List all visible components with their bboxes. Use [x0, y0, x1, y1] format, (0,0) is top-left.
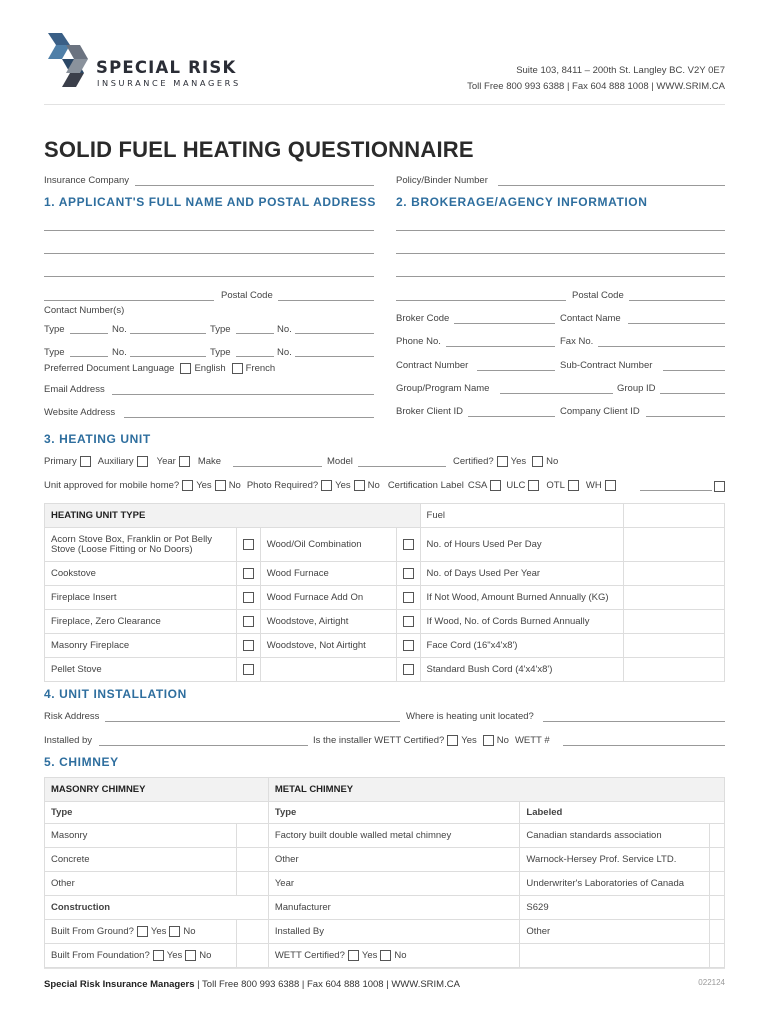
brokerage-postal-field[interactable]: [629, 300, 725, 301]
heating-unit-table: [44, 503, 725, 682]
empty-cell: [520, 944, 710, 968]
unit-checkbox-cell: [236, 658, 260, 682]
masonry-value-cell[interactable]: [236, 872, 268, 896]
where-located-label: Where is heating unit located?: [406, 711, 534, 722]
fuel-label-cell: If Not Wood, Amount Burned Annually (KG): [420, 586, 624, 610]
section1-heading: 1. APPLICANT'S FULL NAME AND POSTAL ADDRESS: [44, 195, 377, 209]
logo-mark-icon: [44, 31, 96, 89]
no4-field[interactable]: [295, 356, 374, 357]
ulc-label: ULC: [506, 480, 526, 491]
built-ground-value-cell: [236, 920, 268, 944]
brokerage-city-field[interactable]: [396, 300, 566, 301]
unit2-checkbox-cell: [396, 528, 420, 562]
built-foundation-value-cell: [236, 944, 268, 968]
insurance-company-field[interactable]: [135, 185, 374, 186]
type2-field[interactable]: [236, 333, 274, 334]
wett-row: [313, 735, 550, 746]
wett-yes-checkbox[interactable]: [447, 735, 458, 746]
label-value-cell[interactable]: [709, 848, 724, 872]
built-foundation-yes-label: Yes: [166, 950, 183, 961]
applicant-line1[interactable]: [44, 230, 374, 231]
fuel-header: Fuel: [420, 504, 624, 528]
unit-type2-cell: Wood/Oil Combination: [260, 528, 396, 562]
masonry-value-cell[interactable]: [236, 824, 268, 848]
type4-label: Type: [210, 347, 231, 358]
other-cert-field[interactable]: [640, 490, 712, 491]
unit-type-cell: Fireplace, Zero Clearance: [45, 610, 237, 634]
photo-yes-label: Yes: [335, 480, 351, 491]
applicant-line2[interactable]: [44, 253, 374, 254]
year-label: Year: [156, 456, 176, 467]
built-foundation-no-checkbox[interactable]: [185, 950, 196, 961]
unit-type2-cell: Woodstove, Airtight: [260, 610, 396, 634]
french-label: French: [245, 363, 276, 374]
photo-yes-checkbox[interactable]: [321, 480, 332, 491]
unit-checkbox[interactable]: [243, 539, 254, 550]
wett-number-field[interactable]: [563, 745, 725, 746]
fuel-label-cell: No. of Hours Used Per Day: [420, 528, 624, 562]
unit2-checkbox[interactable]: [403, 664, 414, 675]
photo-no-label: No: [367, 480, 380, 491]
unit2-checkbox[interactable]: [403, 539, 414, 550]
policy-binder-field[interactable]: [498, 185, 725, 186]
email-label: Email Address: [44, 384, 105, 395]
heating-table-header: [45, 504, 725, 528]
group-id-label: Group ID: [617, 383, 656, 394]
contact-name-label: Contact Name: [560, 313, 621, 324]
unit-checkbox[interactable]: [243, 616, 254, 627]
chimney-wett-yes-checkbox[interactable]: [348, 950, 359, 961]
unit2-checkbox-cell: [396, 658, 420, 682]
heating-unit-row2: [44, 480, 619, 491]
unit-type-cell: Acorn Stove Box, Franklin or Pot Belly Stove (Loose Fitting or No Doors): [45, 528, 237, 562]
built-foundation-label: Built From Foundation?: [51, 950, 150, 961]
built-ground-label: Built From Ground?: [51, 926, 134, 937]
broker-client-id-label: Broker Client ID: [396, 406, 464, 417]
unit-type-cell: Masonry Fireplace: [45, 634, 237, 658]
english-checkbox[interactable]: [180, 363, 191, 374]
masonry-cell: Masonry: [45, 824, 237, 848]
built-foundation-cell: [45, 944, 237, 968]
mobile-no-label: No: [228, 480, 241, 491]
metal-cell: Year: [268, 872, 520, 896]
applicant-postal-field[interactable]: [278, 300, 374, 301]
contract-number-field[interactable]: [477, 370, 555, 371]
footer-contact: | Toll Free 800 993 6388 | Fax 604 888 1008 | WWW.SRIM.CA: [194, 979, 460, 990]
no2-field[interactable]: [295, 333, 374, 334]
fax-field[interactable]: [598, 346, 725, 347]
french-checkbox[interactable]: [232, 363, 243, 374]
cert-label-label: Certification Label: [387, 480, 464, 491]
other-cell: Other: [520, 920, 710, 944]
chimney-wett-yes-label: Yes: [361, 950, 378, 961]
table-row: [45, 610, 725, 634]
no1-label: No.: [112, 324, 127, 335]
model-label: Model: [327, 456, 353, 467]
group-id-field[interactable]: [660, 393, 725, 394]
chimney-wett-no-checkbox[interactable]: [380, 950, 391, 961]
type1-field[interactable]: [70, 333, 108, 334]
construction-label: Construction: [45, 896, 269, 920]
applicant-line3[interactable]: [44, 276, 374, 277]
section5-heading: 5. CHIMNEY: [44, 755, 119, 769]
website-label: Website Address: [44, 407, 116, 418]
masonry-cell: Concrete: [45, 848, 237, 872]
wett-no-checkbox[interactable]: [483, 735, 494, 746]
year-checkbox[interactable]: [179, 456, 190, 467]
unit2-checkbox-cell: [396, 634, 420, 658]
table-row: [45, 896, 725, 920]
phone-field[interactable]: [446, 346, 555, 347]
unit-type-cell: Fireplace Insert: [45, 586, 237, 610]
form-code: 022124: [698, 978, 725, 987]
unit-checkbox-cell: [236, 610, 260, 634]
labeled-label: Labeled: [520, 802, 725, 824]
unit-checkbox[interactable]: [243, 592, 254, 603]
make-label: Make: [197, 456, 222, 467]
footer-company: Special Risk Insurance Managers: [44, 979, 195, 990]
unit2-checkbox[interactable]: [403, 616, 414, 627]
table-row: [45, 658, 725, 682]
manufacturer-cell: Manufacturer: [268, 896, 520, 920]
footer-text: [44, 979, 460, 990]
unit-checkbox-cell: [236, 562, 260, 586]
risk-address-field[interactable]: [105, 721, 400, 722]
fuel-label-cell: Face Cord (16"x4'x8'): [420, 634, 624, 658]
heating-unit-type-header: HEATING UNIT TYPE: [45, 504, 421, 528]
table-row: [45, 824, 725, 848]
section3-heading: 3. HEATING UNIT: [44, 432, 151, 446]
brokerage-line1[interactable]: [396, 230, 725, 231]
section2-heading: 2. BROKERAGE/AGENCY INFORMATION: [396, 195, 648, 209]
s629-cell: S629: [520, 896, 710, 920]
auxiliary-checkbox[interactable]: [137, 456, 148, 467]
page-title: SOLID FUEL HEATING QUESTIONNAIRE: [44, 137, 474, 162]
fuel-label-cell: If Wood, No. of Cords Burned Annually: [420, 610, 624, 634]
email-field[interactable]: [112, 394, 374, 395]
contact-name-field[interactable]: [628, 323, 725, 324]
chimney-wett-label: WETT Certified?: [274, 950, 345, 961]
built-ground-no-checkbox[interactable]: [169, 926, 180, 937]
type2-label: Type: [210, 324, 231, 335]
empty-value-cell: [709, 944, 724, 968]
unit2-checkbox[interactable]: [403, 592, 414, 603]
no3-label: No.: [112, 347, 127, 358]
fuel-value-cell[interactable]: [624, 658, 725, 682]
csa-label: CSA: [467, 480, 488, 491]
masonry-value-cell[interactable]: [236, 848, 268, 872]
no4-label: No.: [277, 347, 292, 358]
wett-certified-label: Is the installer WETT Certified?: [313, 735, 445, 746]
certified-row: [453, 456, 558, 467]
chimney-table-header: [45, 778, 725, 802]
fuel-value-cell[interactable]: [624, 562, 725, 586]
s629-value-cell[interactable]: [709, 896, 724, 920]
built-foundation-no-label: No: [199, 950, 212, 961]
unit-type-cell: Pellet Stove: [45, 658, 237, 682]
preferred-language-row: [44, 363, 275, 374]
label-cell: Underwriter's Laboratories of Canada: [520, 872, 710, 896]
unit2-checkbox[interactable]: [403, 568, 414, 579]
group-program-label: Group/Program Name: [396, 383, 490, 394]
wh-checkbox[interactable]: [605, 480, 616, 491]
photo-no-checkbox[interactable]: [354, 480, 365, 491]
table-row: [45, 848, 725, 872]
company-client-id-field[interactable]: [646, 416, 725, 417]
address-line1: Suite 103, 8411 – 200th St. Langley BC. V2Y 0E7: [516, 65, 725, 76]
unit-type2-cell: Wood Furnace: [260, 562, 396, 586]
fuel-label-cell: Standard Bush Cord (4'x4'x8'): [420, 658, 624, 682]
unit2-checkbox[interactable]: [403, 640, 414, 651]
certified-label: Certified?: [453, 456, 494, 467]
masonry-cell: Other: [45, 872, 237, 896]
preferred-language-label: Preferred Document Language: [44, 363, 175, 374]
where-located-field[interactable]: [543, 721, 725, 722]
masonry-chimney-header: MASONRY CHIMNEY: [45, 778, 269, 802]
unit-type-cell: Cookstove: [45, 562, 237, 586]
label-value-cell[interactable]: [709, 872, 724, 896]
broker-client-id-field[interactable]: [468, 416, 555, 417]
table-row: [45, 944, 725, 968]
table-row: [45, 562, 725, 586]
chimney-type-row: [45, 802, 725, 824]
unit-checkbox-cell: [236, 634, 260, 658]
fuel-value-cell[interactable]: [624, 634, 725, 658]
otl-label: OTL: [546, 480, 565, 491]
certified-no-label: No: [546, 456, 559, 467]
metal-type-label: Type: [268, 802, 520, 824]
mobile-yes-label: Yes: [196, 480, 212, 491]
wett-yes-label: Yes: [461, 735, 477, 746]
address-line2: Toll Free 800 993 6388 | Fax 604 888 1008 | WWW.SRIM.CA: [467, 81, 725, 92]
certified-no-checkbox[interactable]: [532, 456, 543, 467]
footer-divider: [44, 968, 725, 969]
insurance-company-label: Insurance Company: [44, 175, 130, 186]
broker-code-label: Broker Code: [396, 313, 450, 324]
wett-no-label: No: [496, 735, 509, 746]
wh-label: WH: [585, 480, 602, 491]
applicant-postal-label: Postal Code: [221, 290, 273, 301]
brokerage-line3[interactable]: [396, 276, 725, 277]
sub-contract-label: Sub-Contract Number: [560, 360, 653, 371]
no2-label: No.: [277, 324, 292, 335]
section4-heading: 4. UNIT INSTALLATION: [44, 687, 187, 701]
ulc-checkbox[interactable]: [528, 480, 539, 491]
type4-field[interactable]: [236, 356, 274, 357]
brokerage-line2[interactable]: [396, 253, 725, 254]
table-row: [45, 634, 725, 658]
metal-cell: Other: [268, 848, 520, 872]
sub-contract-field[interactable]: [663, 370, 725, 371]
mobile-yes-checkbox[interactable]: [182, 480, 193, 491]
primary-label: Primary: [44, 456, 77, 467]
unit-checkbox[interactable]: [243, 640, 254, 651]
certified-yes-checkbox[interactable]: [497, 456, 508, 467]
csa-checkbox[interactable]: [490, 480, 501, 491]
website-field[interactable]: [124, 417, 374, 418]
group-program-field[interactable]: [500, 393, 613, 394]
built-ground-no-label: No: [183, 926, 196, 937]
unit2-checkbox-cell: [396, 610, 420, 634]
certified-yes-label: Yes: [510, 456, 527, 467]
photo-required-label: Photo Required?: [246, 480, 319, 491]
contact-numbers-label: Contact Number(s): [44, 305, 125, 316]
logo-line1: SPECIAL RISK: [96, 58, 237, 77]
policy-binder-label: Policy/Binder Number: [396, 175, 488, 186]
risk-address-label: Risk Address: [44, 711, 100, 722]
mobile-no-checkbox[interactable]: [215, 480, 226, 491]
label-cell: Canadian standards association: [520, 824, 710, 848]
metal-chimney-header: METAL CHIMNEY: [268, 778, 724, 802]
fuel-value-cell[interactable]: [624, 528, 725, 562]
unit2-checkbox-cell: [396, 586, 420, 610]
chimney-table: [44, 777, 725, 968]
type3-field[interactable]: [70, 356, 108, 357]
masonry-type-label: Type: [45, 802, 269, 824]
table-row: [45, 920, 725, 944]
built-ground-yes-label: Yes: [150, 926, 167, 937]
english-label: English: [194, 363, 226, 374]
fuel-value-header: [624, 504, 725, 528]
model-field[interactable]: [358, 466, 446, 467]
unit-checkbox[interactable]: [243, 568, 254, 579]
table-row: [45, 528, 725, 562]
primary-checkbox[interactable]: [80, 456, 91, 467]
auxiliary-label: Auxiliary: [97, 456, 134, 467]
installed-by-cell: Installed By: [268, 920, 520, 944]
header-divider: [44, 104, 725, 105]
unit-type2-cell: Wood Furnace Add On: [260, 586, 396, 610]
phone-label: Phone No.: [396, 336, 441, 347]
applicant-city-field[interactable]: [44, 300, 214, 301]
otl-checkbox[interactable]: [568, 480, 579, 491]
metal-cell: Factory built double walled metal chimney: [268, 824, 520, 848]
heating-unit-row1: [44, 456, 221, 467]
wett-number-label: WETT #: [514, 735, 550, 746]
broker-code-field[interactable]: [454, 323, 555, 324]
built-foundation-yes-checkbox[interactable]: [153, 950, 164, 961]
make-field[interactable]: [233, 466, 322, 467]
label-cell: Warnock-Hersey Prof. Service LTD.: [520, 848, 710, 872]
unit-type2-cell: [260, 658, 396, 682]
type3-label: Type: [44, 347, 65, 358]
other-cert-checkbox[interactable]: [714, 481, 725, 492]
installed-by-label: Installed by: [44, 735, 93, 746]
unit-type2-cell: Woodstove, Not Airtight: [260, 634, 396, 658]
no1-field[interactable]: [130, 333, 206, 334]
unit-checkbox-cell: [236, 528, 260, 562]
wett-certified-cell: [268, 944, 520, 968]
unit2-checkbox-cell: [396, 562, 420, 586]
no3-field[interactable]: [130, 356, 206, 357]
contract-number-label: Contract Number: [396, 360, 469, 371]
company-client-id-label: Company Client ID: [560, 406, 640, 417]
unit-checkbox[interactable]: [243, 664, 254, 675]
installed-by-field[interactable]: [99, 745, 308, 746]
chimney-wett-no-label: No: [394, 950, 407, 961]
mobile-home-label: Unit approved for mobile home?: [44, 480, 180, 491]
table-row: [45, 872, 725, 896]
built-ground-cell: [45, 920, 237, 944]
unit-checkbox-cell: [236, 586, 260, 610]
fax-label: Fax No.: [560, 336, 594, 347]
fuel-value-cell[interactable]: [624, 586, 725, 610]
fuel-value-cell[interactable]: [624, 610, 725, 634]
fuel-label-cell: No. of Days Used Per Year: [420, 562, 624, 586]
logo-line2: INSURANCE MANAGERS: [97, 78, 241, 88]
type1-label: Type: [44, 324, 65, 335]
table-row: [45, 586, 725, 610]
label-value-cell[interactable]: [709, 824, 724, 848]
brokerage-postal-label: Postal Code: [572, 290, 624, 301]
built-ground-yes-checkbox[interactable]: [137, 926, 148, 937]
other-value-cell[interactable]: [709, 920, 724, 944]
company-logo: [44, 31, 254, 91]
